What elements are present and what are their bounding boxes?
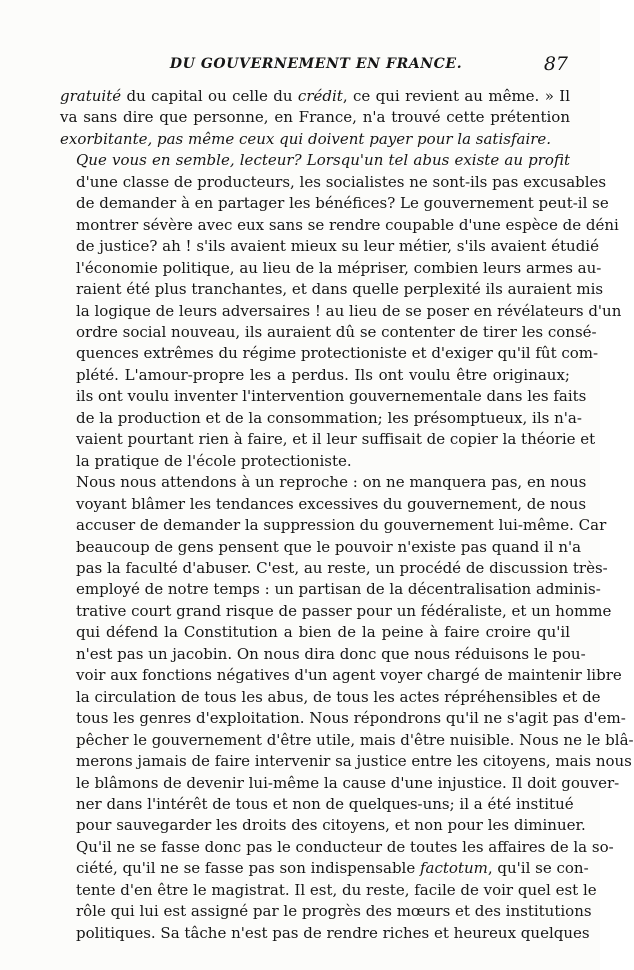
- italic-text: Que vous en semble, lecteur? Lorsqu'un tel abus existe au profit: [76, 151, 570, 170]
- text-line: employé de notre temps : un partisan de la décentralisation adminis-: [76, 580, 601, 599]
- text-line: ordre social nouveau, ils auraient dû se contenter de tirer les consé-: [76, 322, 597, 341]
- text-line: voyant blâmer les tendances excessives du gouvernement, de nous: [76, 494, 587, 513]
- text-line: la logique de leurs adversaires ! au lieu de se poser en révélateurs d'un: [76, 301, 622, 320]
- text-line: beaucoup de gens pensent que le pouvoir n'existe pas quand il n'a: [76, 537, 582, 556]
- text-line: le blâmons de devenir lui-même la cause d'une injustice. Il doit gouver-: [76, 773, 620, 792]
- text-line: n'est pas un jacobin. On nous dira donc que nous réduisons le pou-: [76, 644, 586, 663]
- text-line: [60, 150, 570, 171]
- text-line: tente d'en être le magistrat. Il est, du reste, facile de voir quel est le: [76, 880, 597, 899]
- text-line: de la production et de la consommation; les présomptueux, ils n'a-: [76, 408, 582, 427]
- text-line: pas la faculté d'abuser. C'est, au reste, un procédé de discussion très-: [76, 558, 608, 577]
- text-line: va sans dire que personne, en France, n'a trouvé cette prétention: [60, 108, 570, 127]
- running-title: DU GOUVERNEMENT EN FRANCE.: [169, 56, 463, 72]
- text-line: merons jamais de faire intervenir sa justice entre les citoyens, mais nous: [76, 752, 632, 771]
- text-line: la circulation de tous les abus, de tous les actes répréhensibles et de: [76, 687, 601, 706]
- text-line: ner dans l'intérêt de tous et non de quelques-uns; il a été institué: [76, 794, 574, 813]
- text-line: de justice? ah ! s'ils avaient mieux su leur métier, s'ils avaient étudié: [76, 237, 599, 256]
- text-line: accuser de demander la suppression du gouvernement lui-même. Car: [76, 516, 607, 535]
- text-line: ciété, qu'il ne se fasse pas son indispensable factotum, qu'il se con-: [76, 859, 589, 878]
- text-line: de demander à en partager les bénéfices? Le gouvernement peut-il se: [76, 194, 609, 213]
- text-line: montrer sévère avec eux sans se rendre coupable d'une espèce de déni: [76, 215, 619, 234]
- text-line: pêcher le gouvernement d'être utile, mais d'être nuisible. Nous ne le blâ-: [76, 730, 634, 749]
- text-line: ils ont voulu inventer l'intervention gouvernementale dans les faits: [76, 387, 587, 406]
- text-line: l'économie politique, au lieu de la mépriser, combien leurs armes au-: [76, 258, 602, 277]
- page-header: [60, 53, 572, 84]
- italic-text: factotum: [420, 859, 488, 878]
- text-line: voir aux fonctions négatives d'un agent voyer chargé de maintenir libre: [76, 666, 622, 685]
- page-number: 87: [543, 53, 568, 75]
- text-line: vaient pourtant rien à faire, et il leur suffisait de copier la théorie et: [76, 430, 596, 449]
- italic-text: gratuité: [60, 87, 122, 105]
- paragraph: [60, 150, 622, 472]
- page-body: [60, 86, 634, 944]
- text-line: d'une classe de producteurs, les socialistes ne sont-ils pas excusables: [76, 172, 607, 191]
- text-line: politiques. Sa tâche n'est pas de rendre riches et heureux quelques: [76, 923, 590, 942]
- text-line: gratuité du capital ou celle du crédit, ce qui revient au même. » Il: [60, 87, 570, 105]
- text-line: [60, 129, 570, 150]
- paragraph: [60, 472, 634, 944]
- text-line: tous les genres d'exploitation. Nous répondrons qu'il ne s'agit pas d'em-: [76, 709, 626, 728]
- italic-text: exorbitante, pas même ceux qui doivent payer pour la satisfaire.: [60, 129, 552, 148]
- text-line: pour sauvegarder les droits des citoyens, et non pour les diminuer.: [76, 816, 586, 835]
- text-line: Nous nous attendons à un reproche : on ne manquera pas, en nous: [76, 473, 587, 492]
- text-line: Qu'il ne se fasse donc pas le conducteur de toutes les affaires de la so-: [76, 837, 614, 856]
- paragraph: [60, 86, 570, 150]
- text-line: rôle qui lui est assigné par le progrès des mœurs et des institutions: [76, 902, 592, 921]
- text-line: raient été plus tranchantes, et dans quelle perplexité ils auraient mis: [76, 280, 604, 299]
- text-line: qui défend la Constitution a bien de la peine à faire croire qu'il: [76, 623, 570, 642]
- text-line: plété. L'amour-propre les a perdus. Ils ont voulu être originaux;: [76, 365, 570, 384]
- italic-text: crédit: [297, 87, 343, 105]
- text-line: la pratique de l'école protectioniste.: [76, 451, 352, 470]
- text-line: trative court grand risque de passer pour un fédéraliste, et un homme: [76, 601, 612, 620]
- text-line: quences extrêmes du régime protectioniste et d'exiger qu'il fût com-: [76, 344, 599, 363]
